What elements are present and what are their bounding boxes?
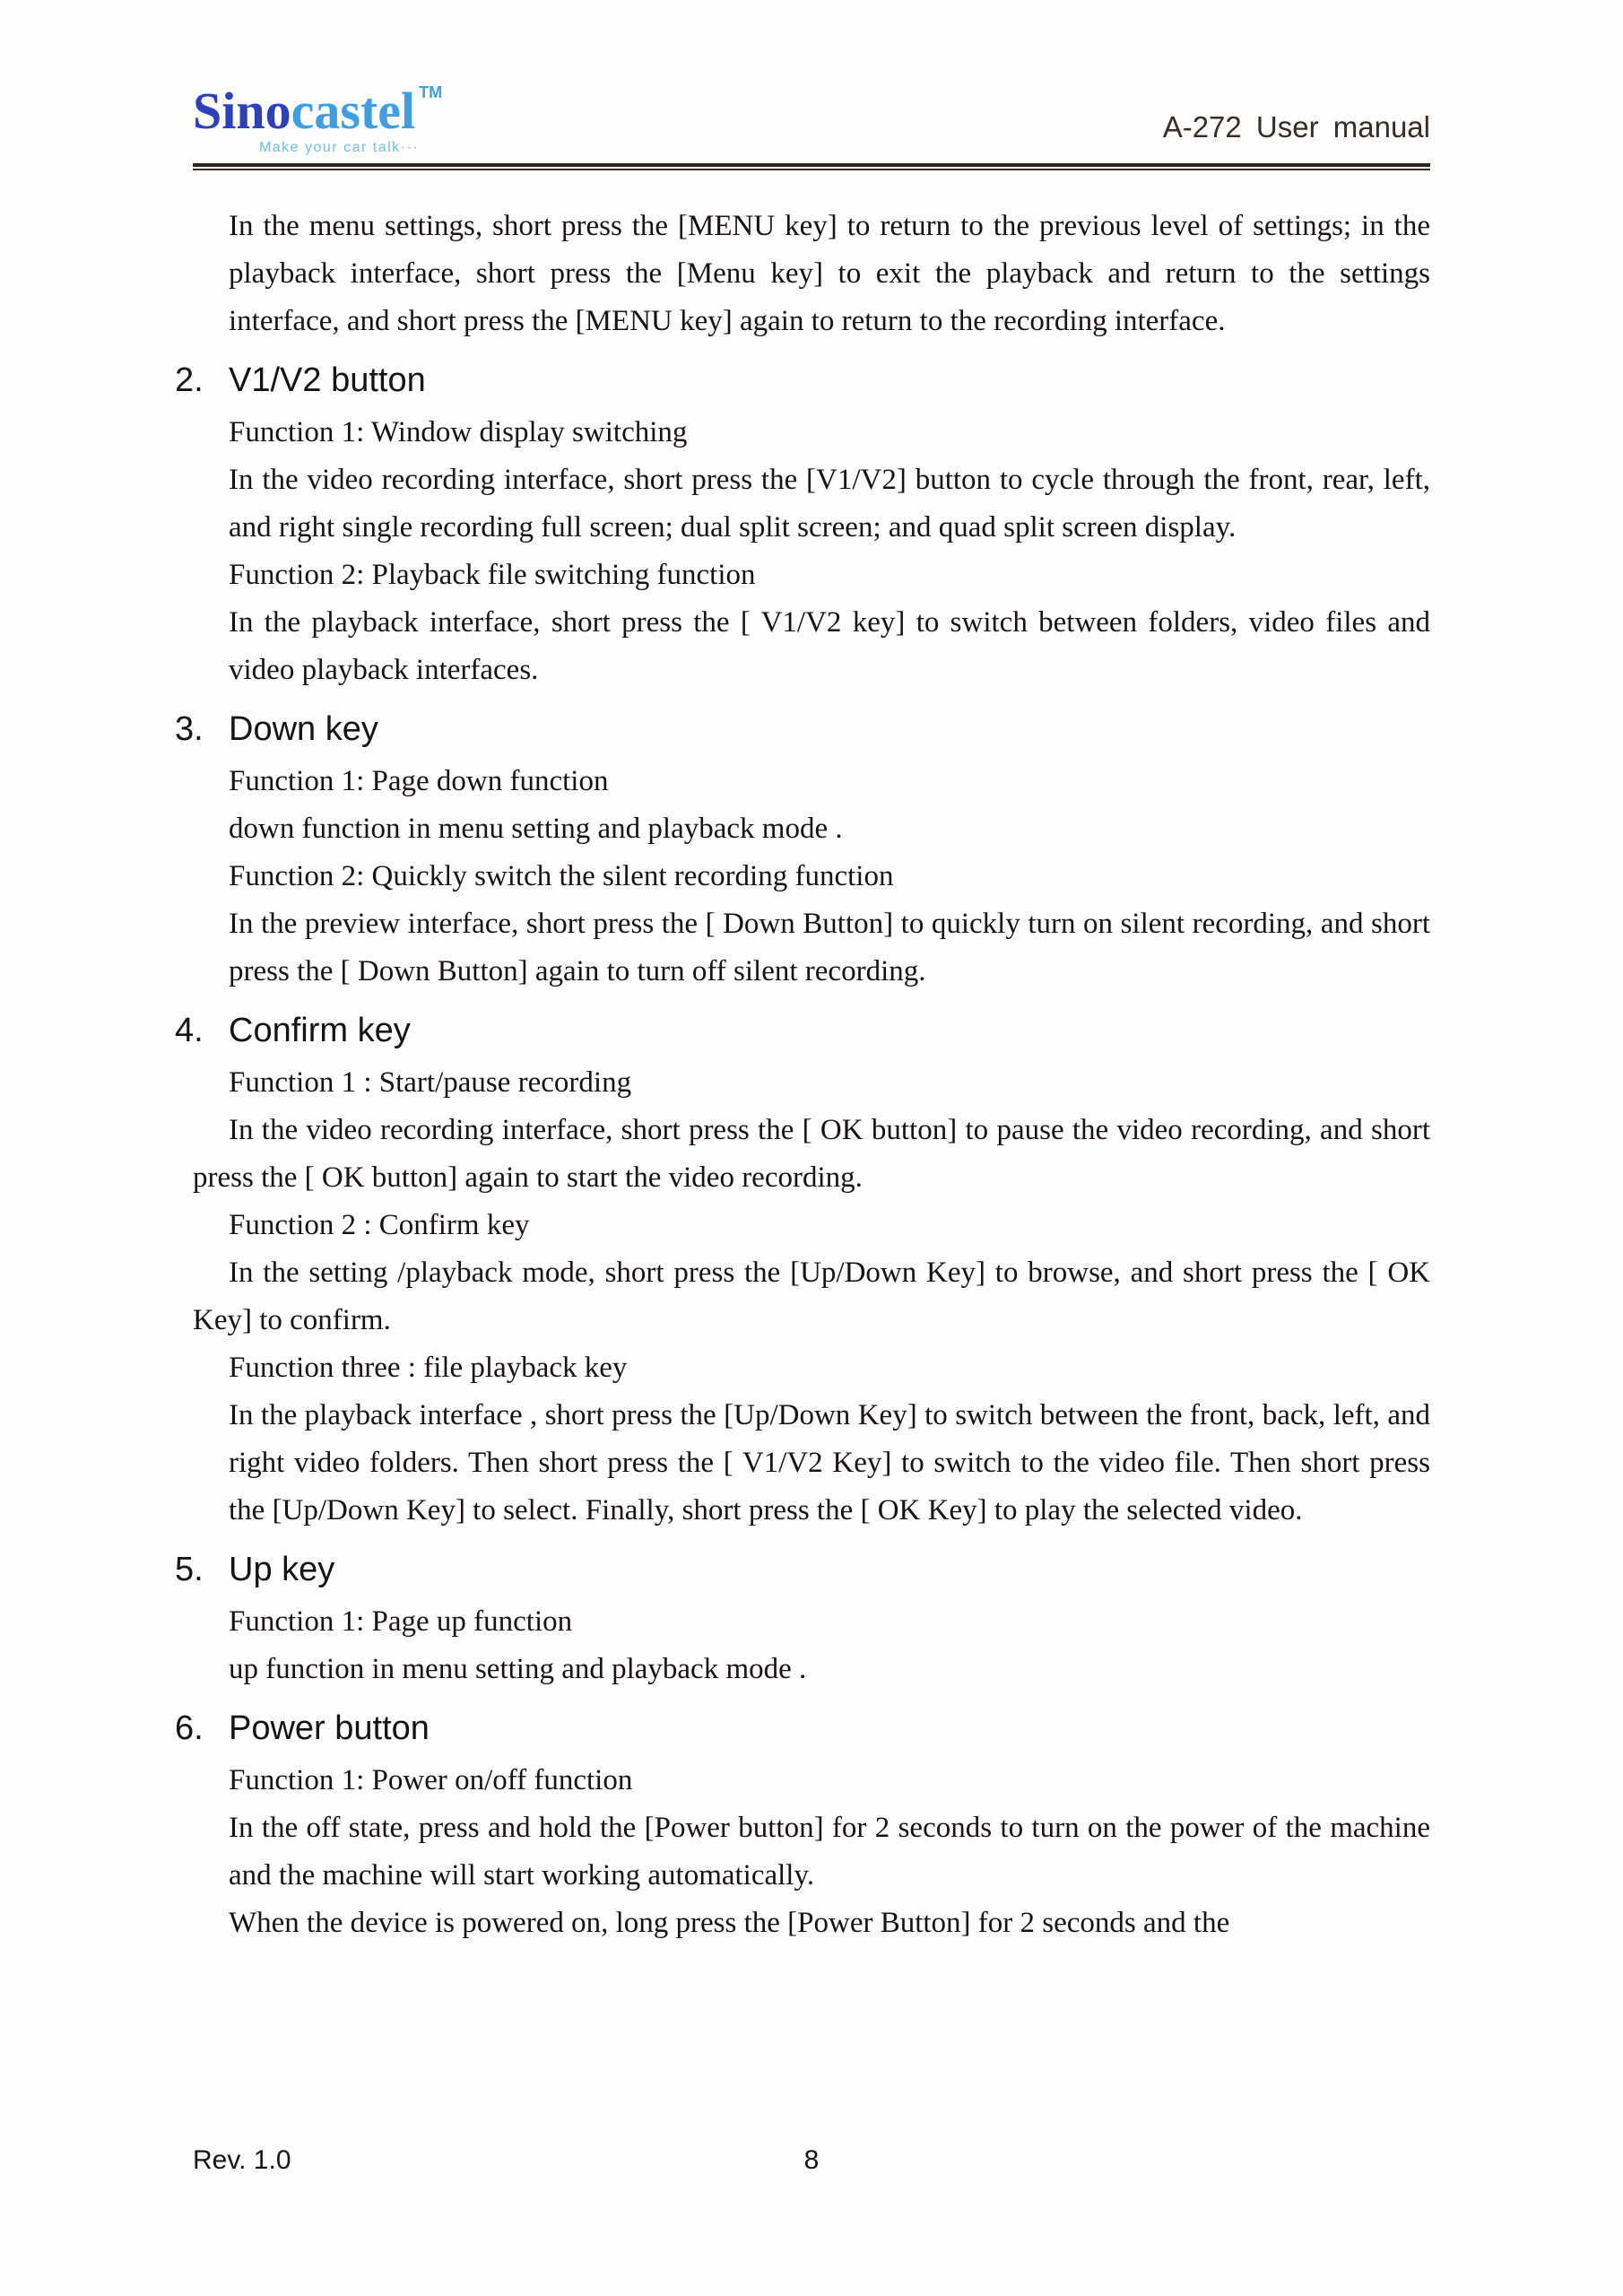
item-heading-v1v2-button [175,360,1430,401]
body-paragraph: In the off state, press and hold the [Power button] for 2 seconds to turn on the power of the machine and the machine will start working automatically. [229,1812,1430,1892]
body-paragraph: Function 1: Page up function [229,1605,573,1638]
body-paragraph: down function in menu setting and playback mode . [229,813,843,845]
item-heading-down-key [175,709,1430,750]
body-paragraph: Function 1 : Start/pause recording [229,1066,632,1099]
section-confirm-key [175,1010,1430,1535]
item-title: Up key [229,1551,335,1588]
body-paragraph: When the device is powered on, long press the [Power Button] for 2 seconds and the [229,1907,1230,1939]
item-heading-power-button [175,1708,1430,1749]
item-number: 2. [175,361,204,399]
item-number: 5. [175,1551,204,1588]
body-paragraph: In the playback interface, short press the [ V1/V2 key] to switch between folders, video files and video playback interfaces. [229,606,1430,686]
header-divider [193,163,1430,170]
body-paragraph: Function 2 : Confirm key [229,1209,530,1241]
item-title: Power button [229,1709,430,1747]
trademark-symbol: TM [419,83,443,101]
body-paragraph: In the video recording interface, short press the [V1/V2] button to cycle through the front, rear, left, and right single recording full screen; dual split screen; and quad split screen display. [229,464,1430,544]
page-footer [193,2145,1430,2176]
body-paragraph: Function 1: Page down function [229,765,609,797]
section-power-button [175,1708,1430,1947]
section-up-key [175,1549,1430,1693]
body-paragraph: Function 2: Playback file switching function [229,559,756,591]
body-paragraph: Function three : file playback key [229,1352,628,1384]
manual-content [0,170,1623,1947]
item-heading-confirm-key [175,1010,1430,1051]
document-title: A-272 User manual [1162,110,1430,144]
logo-text-sino: Sino [193,82,291,140]
item-number: 4. [175,1012,204,1049]
section-down-key [175,709,1430,996]
body-paragraph: In the setting /playback mode, short press the [Up/Down Key] to browse, and short press the [ OK Key] to confirm. [193,1257,1430,1336]
item-heading-up-key [175,1549,1430,1590]
item-title: V1/V2 button [229,361,426,399]
body-paragraph: Function 1: Window display switching [229,416,688,448]
body-paragraph: Function 2: Quickly switch the silent recording function [229,860,894,892]
section-v1v2-button [175,360,1430,694]
item-number: 6. [175,1709,204,1747]
logo-text-castel: castel [291,82,416,140]
logo-wordmark [193,82,443,140]
item-title: Down key [229,710,378,748]
logo-tagline: Make your car talk··· [258,140,420,155]
body-paragraph: In the playback interface , short press the [Up/Down Key] to switch between the front, back, left, and right video folders. Then short press the [ V1/V2 Key] to switch to the video file. Then short press the [Up/Down Key] to select. Finally, short press the [ OK Key] to play the selected video. [229,1399,1430,1526]
sinocastel-logo [193,82,443,155]
body-paragraph: up function in menu setting and playback mode . [229,1653,807,1685]
body-paragraph: Function 1: Power on/off function [229,1764,633,1796]
item-number: 3. [175,710,204,748]
page-header [0,0,1623,155]
page-number: 8 [803,2145,820,2175]
body-paragraph: In the video recording interface, short press the [ OK button] to pause the video recording, and short press the [ OK button] again to start the video recording. [193,1114,1430,1194]
revision-label: Rev. 1.0 [193,2145,291,2175]
intro-paragraph: In the menu settings, short press the [MENU key] to return to the previous level of settings; in the playback interface, short press the [Menu key] to exit the playback and return to the settings interface, and short press the [MENU key] again to return to the recording interface. [229,210,1430,337]
body-paragraph: In the preview interface, short press the [ Down Button] to quickly turn on silent recording, and short press the [ Down Button] again to turn off silent recording. [229,908,1430,987]
item-title: Confirm key [229,1012,411,1049]
